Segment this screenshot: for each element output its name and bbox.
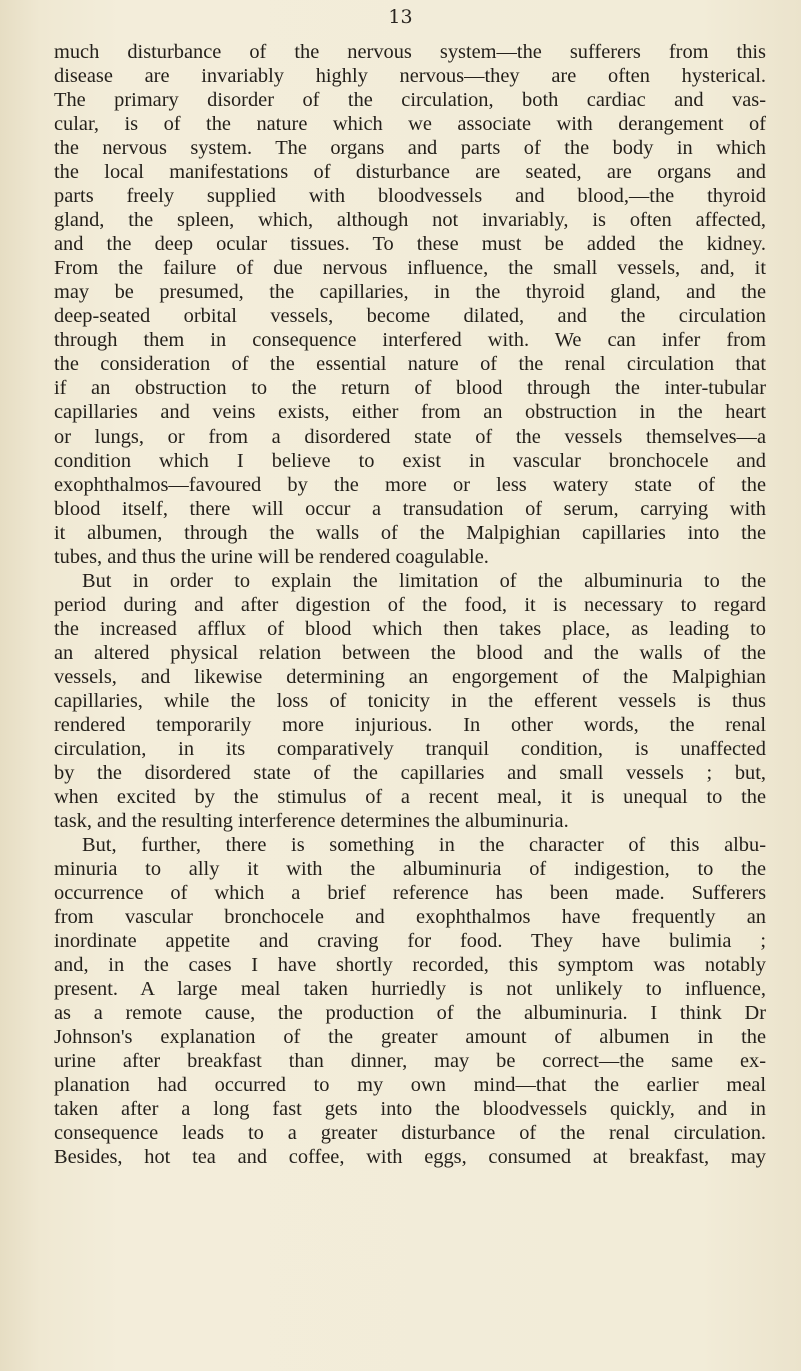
text-line: consequence leads to a greater disturbance of the renal circulation. (54, 1122, 766, 1145)
text-line: may be presumed, the capillaries, in the thyroid gland, and the (54, 281, 766, 304)
text-line: capillaries, while the loss of tonicity in the efferent vessels is thus (54, 689, 766, 712)
text-line: the nervous system. The organs and parts of the body in which (54, 137, 766, 160)
text-line: disease are invariably highly nervous—they are often hysterical. (54, 65, 766, 88)
paragraph-3 (54, 833, 766, 1169)
text-line: an altered physical relation between the blood and the walls of the (54, 641, 766, 664)
text-line: cular, is of the nature which we associate with derangement of (54, 113, 766, 136)
text-line: vessels, and likewise determining an engorgement of the Malpighian (54, 665, 766, 688)
text-line: if an obstruction to the return of blood through the inter-tubular (54, 377, 766, 400)
text-line: occurrence of which a brief reference has been made. Sufferers (54, 882, 766, 905)
text-line: much disturbance of the nervous system—the sufferers from this (54, 41, 766, 63)
text-line: from vascular bronchocele and exophthalmos have frequently an (54, 906, 766, 929)
text-line: But, further, there is something in the character of this albu- (82, 834, 766, 857)
text-line: task, and the resulting interference determines the albuminuria. (54, 810, 569, 832)
text-line: present. A large meal taken hurriedly is not unlikely to influence, (54, 978, 766, 1001)
text-line: rendered temporarily more injurious. In other words, the renal (54, 713, 766, 736)
text-line: From the failure of due nervous influence, the small vessels, and, it (54, 257, 766, 280)
text-line: or lungs, or from a disordered state of the vessels themselves—a (54, 425, 766, 448)
text-line: the consideration of the essential nature of the renal circulation that (54, 353, 766, 376)
text-line: period during and after digestion of the food, it is necessary to regard (54, 593, 766, 616)
text-line: But in order to explain the limitation of the albuminuria to the (82, 569, 766, 592)
text-line: gland, the spleen, which, although not invariably, is often affected, (54, 209, 766, 232)
text-line: by the disordered state of the capillaries and small vessels ; but, (54, 761, 766, 784)
paragraph-1 (54, 40, 766, 569)
text-line: exophthalmos—favoured by the more or less watery state of the (54, 473, 766, 496)
text-line: parts freely supplied with bloodvessels and blood,—the thyroid (54, 185, 766, 208)
text-line: inordinate appetite and craving for food. They have bulimia ; (54, 930, 766, 953)
page-number: 13 (388, 6, 413, 28)
text-line: condition which I believe to exist in vascular bronchocele and (54, 449, 766, 472)
text-line: and the deep ocular tissues. To these must be added the kidney. (54, 233, 766, 256)
text-line: the increased afflux of blood which then takes place, as leading to (54, 617, 766, 640)
text-line: through them in consequence interfered with. We can infer from (54, 329, 766, 352)
text-line: tubes, and thus the urine will be rendered coagulable. (54, 545, 489, 568)
text-line: urine after breakfast than dinner, may be correct—the same ex- (54, 1050, 766, 1073)
text-line: The primary disorder of the circulation, both cardiac and vas- (54, 89, 766, 112)
body-text (54, 40, 766, 1169)
text-line: as a remote cause, the production of the albuminuria. I think Dr (54, 1002, 766, 1025)
text-line: capillaries and veins exists, either from an obstruction in the heart (54, 401, 766, 424)
text-line: Besides, hot tea and coffee, with eggs, consumed at breakfast, may (54, 1146, 766, 1169)
text-line: and, in the cases I have shortly recorded, this symptom was notably (54, 954, 766, 977)
text-line: minuria to ally it with the albuminuria of indigestion, to the (54, 858, 766, 881)
paragraph-2 (54, 569, 766, 833)
text-line: the local manifestations of disturbance are seated, are organs and (54, 161, 766, 184)
text-line: taken after a long fast gets into the bloodvessels quickly, and in (54, 1098, 766, 1121)
text-line: circulation, in its comparatively tranquil condition, is unaffected (54, 737, 766, 760)
text-line: deep-seated orbital vessels, become dilated, and the circulation (54, 305, 766, 328)
text-line: planation had occurred to my own mind—that the earlier meal (54, 1074, 766, 1097)
text-line: blood itself, there will occur a transudation of serum, carrying with (54, 497, 766, 520)
text-line: when excited by the stimulus of a recent meal, it is unequal to the (54, 785, 766, 808)
text-line: it albumen, through the walls of the Malpighian capillaries into the (54, 521, 766, 544)
text-line: Johnson's explanation of the greater amount of albumen in the (54, 1026, 766, 1049)
